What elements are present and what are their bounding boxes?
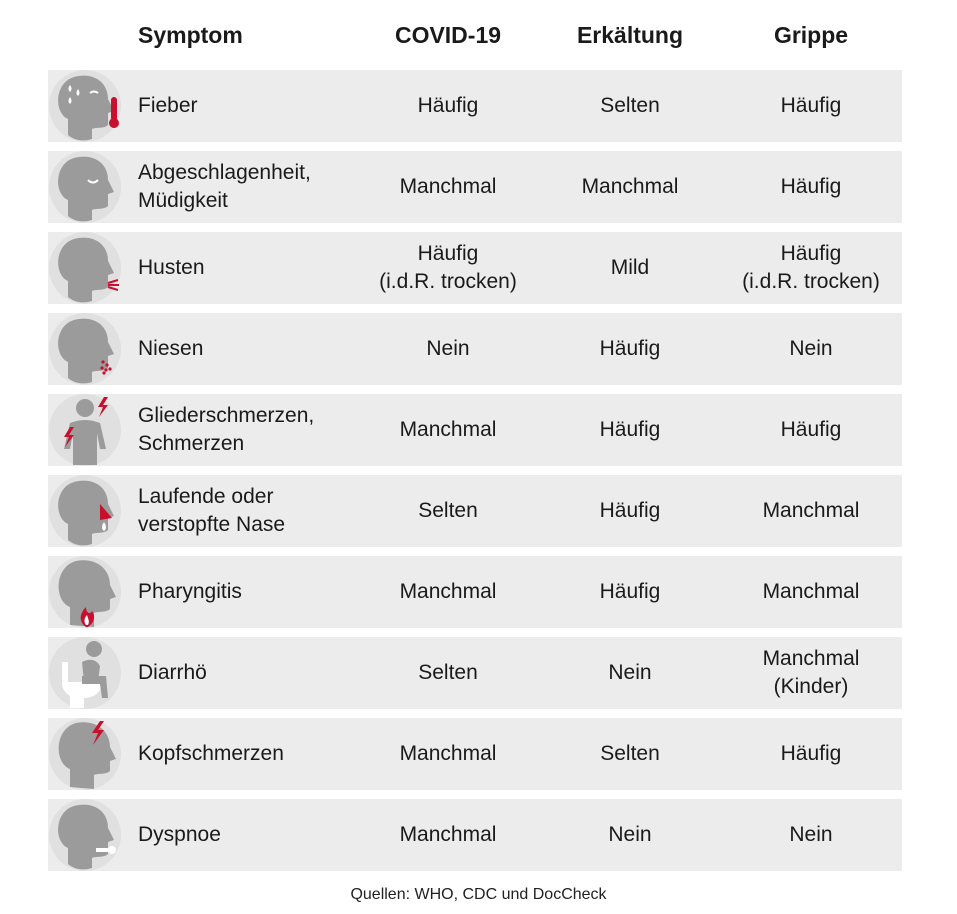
covid-value: Häufig (i.d.R. trocken) — [379, 242, 517, 293]
symptom-label: Fieber — [138, 94, 198, 117]
covid-value: Selten — [418, 661, 478, 684]
symptom-label: Laufende oder verstopfte Nase — [138, 485, 286, 536]
runny-nose-icon — [48, 474, 126, 548]
flu-value: Nein — [789, 337, 833, 360]
symptom-label: Dyspnoe — [138, 823, 221, 846]
table-row-fatigue — [48, 151, 902, 223]
cold-value: Selten — [600, 94, 660, 117]
covid-value: Manchmal — [399, 823, 497, 846]
covid-value: Manchmal — [399, 418, 497, 441]
header-symptom: Symptom — [138, 22, 243, 48]
fever-icon — [48, 69, 126, 143]
symptom-label: Diarrhö — [138, 661, 207, 684]
dyspnea-icon — [48, 798, 126, 872]
cold-value: Selten — [600, 742, 660, 765]
table-row-fever — [48, 70, 902, 142]
cold-value: Manchmal — [581, 175, 679, 198]
table-row-runny-nose — [48, 475, 902, 547]
covid-value: Manchmal — [399, 742, 497, 765]
symptom-label: Abgeschlagenheit, Müdigkeit — [138, 161, 311, 212]
header-cold: Erkältung — [576, 22, 684, 48]
symptom-label: Pharyngitis — [138, 580, 242, 603]
cold-value: Häufig — [599, 499, 661, 522]
sore-throat-icon — [48, 555, 126, 629]
flu-value: Manchmal (Kinder) — [762, 647, 860, 698]
flu-value: Häufig — [780, 742, 842, 765]
header-covid: COVID-19 — [394, 22, 502, 48]
flu-value: Häufig (i.d.R. trocken) — [742, 242, 880, 293]
flu-value: Häufig — [780, 418, 842, 441]
table-row-headache — [48, 718, 902, 790]
headache-icon — [48, 717, 126, 791]
body-aches-icon — [48, 393, 126, 467]
header-flu: Grippe — [773, 22, 849, 48]
table-row-sore-throat — [48, 556, 902, 628]
cold-value: Mild — [610, 256, 650, 279]
table-header — [0, 0, 957, 70]
flu-value: Manchmal — [762, 499, 860, 522]
table-row-dyspnea — [48, 799, 902, 871]
sneeze-icon — [48, 312, 126, 386]
table-row-diarrhea — [48, 637, 902, 709]
flu-value: Häufig — [780, 175, 842, 198]
fatigue-icon — [48, 150, 126, 224]
cold-value: Häufig — [599, 418, 661, 441]
cold-value: Nein — [608, 823, 652, 846]
covid-value: Selten — [418, 499, 478, 522]
cold-value: Häufig — [599, 580, 661, 603]
flu-value: Manchmal — [762, 580, 860, 603]
covid-value: Manchmal — [399, 175, 497, 198]
symptom-label: Niesen — [138, 337, 204, 360]
diarrhea-icon — [48, 636, 126, 710]
table-row-cough — [48, 232, 902, 304]
cold-value: Nein — [608, 661, 652, 684]
flu-value: Häufig — [780, 94, 842, 117]
flu-value: Nein — [789, 823, 833, 846]
covid-value: Häufig — [417, 94, 479, 117]
covid-value: Manchmal — [399, 580, 497, 603]
cough-icon — [48, 231, 126, 305]
cold-value: Häufig — [599, 337, 661, 360]
symptom-label: Husten — [138, 256, 205, 279]
symptom-label: Kopfschmerzen — [138, 742, 284, 765]
table-row-body-aches — [48, 394, 902, 466]
covid-value: Nein — [426, 337, 470, 360]
symptom-label: Gliederschmerzen, Schmerzen — [138, 404, 315, 455]
source-note: Quellen: WHO, CDC und DocCheck — [350, 886, 607, 903]
table-row-sneeze — [48, 313, 902, 385]
